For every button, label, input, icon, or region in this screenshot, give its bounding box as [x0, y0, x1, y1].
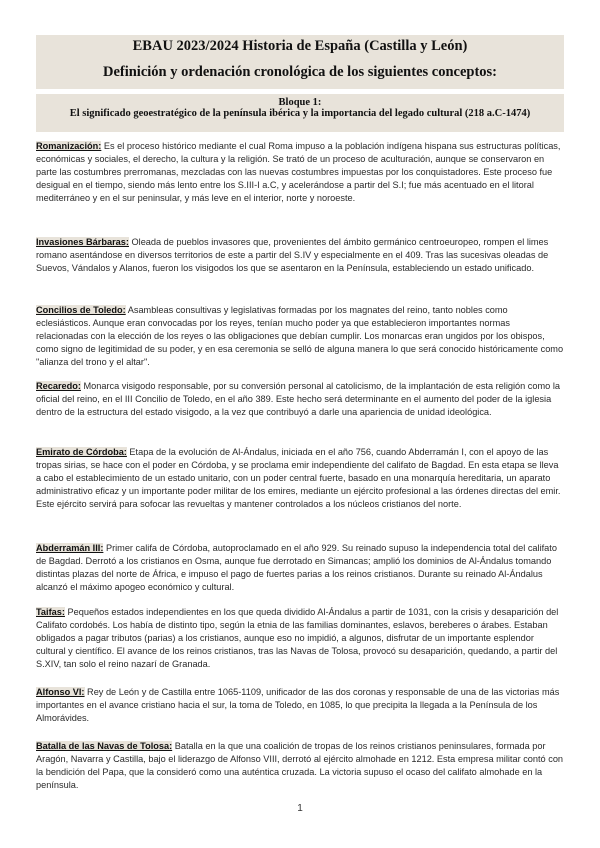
entry-text: Es el proceso histórico mediante el cual Roma impuso a la población indígena hispana sus estructuras políticas, económicas y sociales, el derecho, la cultura y la religión. Se trató de un proceso de aculturación, aunque se conservaron en parte las costumbres prerromanas, mezcladas con las nuevas costumbres impuestas por los conquistadores. Este proceso fue desigual en el tiempo, siendo más lento entre los S.III-I a.C, y acelerándose a partir del S.I; fue más acentuado en el litoral mediterráneo y en el sur peninsular, y más leve en el interior, norte y noroeste.: [36, 141, 561, 203]
entry-navas-de-tolosa: [36, 740, 564, 792]
entry-term: Emirato de Córdoba:: [36, 447, 127, 457]
entry-taifas: [36, 606, 564, 671]
entry-term: Concilios de Toledo:: [36, 305, 126, 315]
entry-emirato-de-cordoba: [36, 446, 564, 511]
bloque-title: El significado geoestratégico de la península ibérica y la importancia del legado cultural (218 a.C-1474): [69, 108, 531, 119]
entry-text: Oleada de pueblos invasores que, provenientes del ámbito germánico centroeuropeo, rompen el limes romano asentándose en diversos territorios de este a partir del S.IV y especialmente en el 409. Tras las sucesivas oleadas de Suevos, Vándalos y Alanos, fueron los visigodos los que se asentaron en la Península, estableciendo un estado unificado.: [36, 237, 549, 273]
entry-term: Invasiones Bárbaras:: [36, 237, 129, 247]
entry-term: Abderramán III:: [36, 543, 104, 553]
page-number: 1: [297, 803, 303, 814]
document-title: EBAU 2023/2024 Historia de España (Castilla y León): [132, 38, 468, 54]
entry-romanizacion: [36, 140, 564, 205]
entry-text: Primer califa de Córdoba, autoproclamado en el año 929. Su reinado supuso la independencia total del califato de Bagdad. Derrotó a los cristianos en Osma, aunque fue derrotado en Simancas; amplió los dominios de Al-Ándalus tomando distintas plazas del norte de África, e impuso el pago de fuertes parias a los reinos cristianos. Durante su reinado Al-Ándalus alcanzó el máximo apogeo económico y cultural.: [36, 543, 557, 592]
document-subtitle: Definición y ordenación cronológica de los siguientes conceptos:: [102, 64, 498, 80]
entry-alfonso-vi: [36, 686, 564, 725]
entry-term: Recaredo:: [36, 381, 81, 391]
entry-text: Pequeños estados independientes en los que queda dividido Al-Ándalus a partir de 1031, con la crisis y desaparición del Califato cordobés. Los había de distinto tipo, según la etnia de las familias dominantes, eslavos, bereberes o árabes. Estaban obligados a pagar tributos (parias) a los cristianos, aunque eso no impidió, a algunos, disfrutar de un importante esplendor cultural y científico. El avance de los reinos cristianos, tras las Navas de Tolosa, provocó su desaparición, quedando, a partir del S.XIV, tan solo el reino nazarí de Granada.: [36, 607, 559, 669]
entry-term: Romanización:: [36, 141, 102, 151]
entry-recaredo: [36, 380, 564, 419]
entry-text: Etapa de la evolución de Al-Ándalus, iniciada en el año 756, cuando Abderramán I, con el apoyo de las tropas sirias, se hace con el poder en Córdoba, y se proclama emir independiente del califato de Bagdad. En esta etapa se lleva a cabo el establecimiento de un estado unitario, con un poder central fuerte, basado en una monarquía hereditaria, un aparato administrativo eficaz y un importante poder militar de los emires, mediante un ejército profesional a las órdenes directas del emir. Este ejército servirá para sofocar las revueltas y mantener controlados a los núcleos cristianos del norte.: [36, 447, 561, 509]
entry-text: Monarca visigodo responsable, por su conversión personal al catolicismo, de la implantación de esta religión como la oficial del reino, en el III Concilio de Toledo, en el año 389. Este hecho será determinante en el aumento del poder de la iglesia dentro de la estructura del estado visigodo, a la vez que contribuyó a darle una apariencia de unidad ideológica.: [36, 381, 560, 417]
entry-term: Batalla de las Navas de Tolosa:: [36, 741, 173, 751]
entry-text: Batalla en la que una coalición de tropas de los reinos cristianos peninsulares, formada por Aragón, Navarra y Castilla, bajo el liderazgo de Alfonso VIII, derrotó al ejército almohade en 1212. Esta empresa militar contó con la bendición del Papa, que la consideró como una auténtica cruzada. La victoria supuso el ocaso del califato almohade en la península.: [36, 741, 564, 790]
entry-abderraman-iii: [36, 542, 564, 594]
entry-text: Rey de León y de Castilla entre 1065-1109, unificador de las dos coronas y responsable de una de las victorias más importantes en el avance cristiano hacia el sur, la toma de Toledo, en 1085, lo que precipita la llegada a la Península de los Almorávides.: [36, 687, 560, 723]
entry-text: Asambleas consultivas y legislativas formadas por los magnates del reino, tanto nobles como eclesiásticos. Aunque eran convocadas por los reyes, tenían mucho poder ya que establecieron importantes normas relacionadas con la elección de los reyes o las obligaciones que debían cumplir. Los monarcas eran ungidos por los obispos, como signo de legitimidad de su poder, y en esa ceremonia se selló de alguna manera lo que será conocido históricamente como "alianza del trono y el altar".: [36, 305, 564, 367]
entry-invasiones-barbaras: [36, 236, 564, 275]
entry-concilios-de-toledo: [36, 304, 564, 369]
entry-term: Alfonso VI:: [36, 687, 85, 697]
entry-term: Taifas:: [36, 607, 65, 617]
bloque-label: Bloque 1:: [278, 97, 322, 108]
